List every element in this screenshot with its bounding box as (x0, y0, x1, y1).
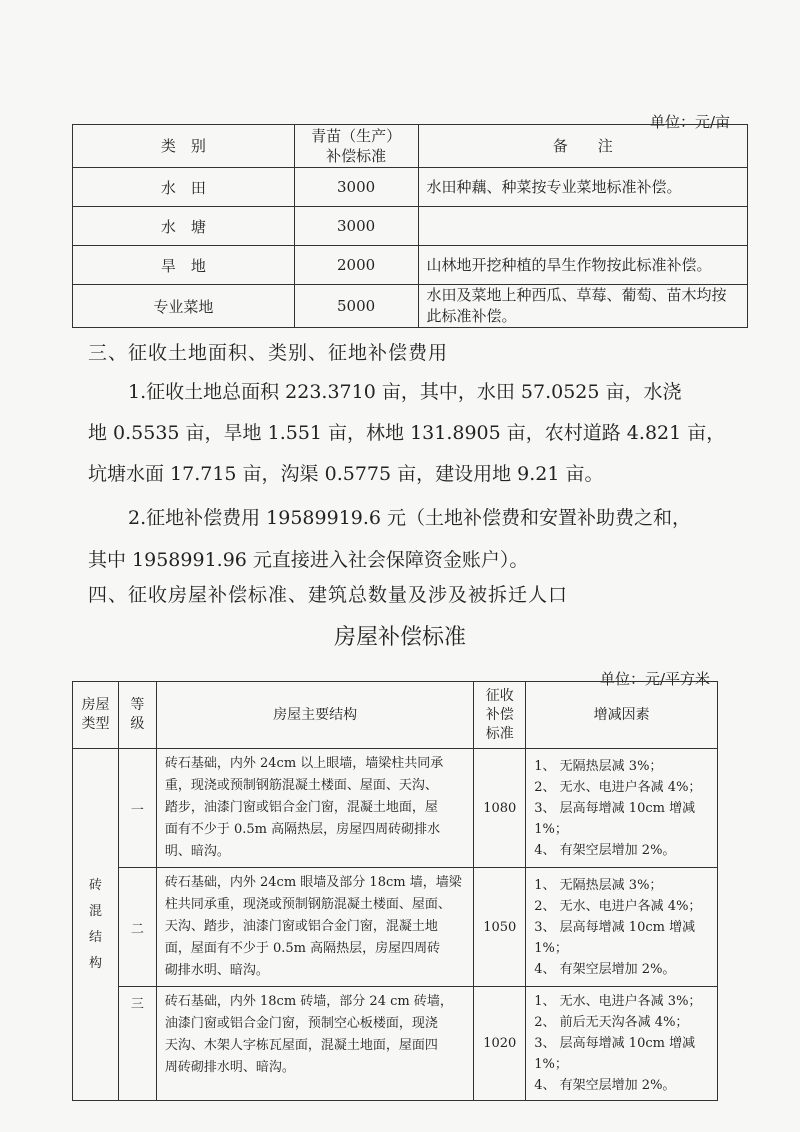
section3-paragraph1-line3: 坑塘水面 17.715 亩，沟渠 0.5775 亩，建设用地 9.21 亩。 (88, 463, 604, 485)
cell-structure (156, 987, 473, 1101)
factor-line: 3、 层高每增减 10cm 增减 1%； (534, 919, 696, 956)
factor-line: 3、 层高每增减 10cm 增减 1%； (534, 1036, 696, 1072)
table-row (73, 207, 748, 246)
header-level (118, 682, 156, 749)
house-compensation-table (72, 681, 718, 1101)
table-row (73, 987, 718, 1101)
header-category: 类 别 (73, 125, 295, 168)
cell-category: 水 塘 (73, 207, 295, 246)
header-line: 类型 (81, 716, 110, 732)
header-structure: 房屋主要结构 (156, 682, 473, 749)
cell-standard: 2000 (294, 246, 418, 285)
cell-level: 三 (118, 987, 156, 1101)
cell-standard: 1020 (474, 987, 526, 1101)
house-table-unit: 单位：元/平方米 (599, 670, 710, 688)
structure-line: 天沟、木架人字栋瓦屋面，混凝土地面，屋面四 (164, 1038, 438, 1053)
table-row (73, 168, 748, 207)
cell-standard: 3000 (294, 168, 418, 207)
header-line: 补偿 (485, 706, 514, 723)
section3-heading: 三、征收土地面积、类别、征地补偿费用 (88, 342, 449, 364)
structure-line: 面有不少于 0.5m 高隔热层，房屋四周砖砌排水 (164, 822, 441, 837)
factor-line: 2、 无水、电进户各减 4%； (534, 898, 702, 914)
table-row (73, 246, 748, 285)
structure-line: 砌排水明、暗沟。 (164, 963, 269, 978)
header-standard (294, 125, 418, 168)
factor-line: 4、 有架空层增加 2%。 (534, 961, 676, 977)
structure-line: 砖石基础，内外 24cm 以上眼墙，墙梁柱共同承 (164, 756, 444, 771)
header-factors: 增减因素 (526, 682, 718, 749)
section3-paragraph1-line2: 地 0.5535 亩，旱地 1.551 亩，林地 131.8905 亩，农村道路 4.821 亩， (88, 422, 726, 444)
cell-house-type (73, 749, 119, 1101)
header-line: 级 (130, 716, 145, 732)
cell-standard: 1080 (474, 749, 526, 868)
header-house-type (73, 682, 119, 749)
cell-structure (156, 868, 473, 987)
table-row (73, 285, 748, 328)
section4-heading: 四、征收房屋补偿标准、建筑总数量及涉及被拆迁人口 (88, 584, 569, 606)
cell-category: 专业菜地 (73, 285, 295, 328)
section3-paragraph2-line2: 其中 1958991.96 元直接进入社会保障资金账户）。 (88, 549, 529, 571)
cell-category: 水 田 (73, 168, 295, 207)
cell-level: 一 (118, 749, 156, 868)
crop-table-unit: 单位：元/亩 (649, 113, 730, 131)
crop-compensation-table (72, 124, 748, 328)
cell-standard: 5000 (294, 285, 418, 328)
factor-line: 1、 无水、电进户各减 3%； (534, 994, 702, 1009)
cell-note: 水田种藕、种菜按专业菜地标准补偿。 (418, 168, 748, 207)
cell-level: 二 (118, 868, 156, 987)
structure-line: 砖石基础，内外 24cm 眼墙及部分 18cm 墙，墙梁 (164, 875, 462, 890)
house-type-text: 砖混结构 (88, 877, 102, 971)
cell-category: 旱 地 (73, 246, 295, 285)
header-standard-line1: 青苗（生产） (311, 127, 402, 145)
header-remarks: 备 注 (418, 125, 748, 168)
factor-line: 1、 无隔热层减 3%； (534, 758, 663, 774)
cell-structure (156, 749, 473, 868)
structure-line: 周砖砌排水明、暗沟。 (164, 1060, 295, 1075)
header-line: 征收 (485, 687, 514, 704)
cell-note-line: 水田及菜地上种西瓜、草莓、葡萄、苗木均按 (426, 286, 727, 304)
house-table-title: 房屋补偿标准 (333, 625, 466, 650)
section3-paragraph1-line1: 1.征收土地总面积 223.3710 亩，其中，水田 57.0525 亩，水浇 (128, 381, 682, 403)
cell-standard: 3000 (294, 207, 418, 246)
table-header-row (73, 125, 748, 168)
structure-line: 柱共同承重，现浇或预制钢筋混凝土楼面、屋面、 (164, 897, 451, 912)
cell-factors (526, 987, 718, 1101)
table-row (73, 749, 718, 868)
header-line: 等 (130, 697, 145, 713)
structure-line: 重，现浇或预制钢筋混凝土楼面、屋面、天沟、 (164, 778, 438, 793)
structure-line: 油漆门窗或铝合金门窗，预制空心板楼面，现浇 (164, 1016, 438, 1031)
factor-line: 4、 有架空层增加 2%。 (534, 1078, 676, 1093)
header-line: 房屋 (81, 697, 110, 713)
cell-factors (526, 868, 718, 987)
table-row (73, 868, 718, 987)
header-line: 标准 (485, 725, 514, 742)
cell-note (418, 285, 748, 328)
factor-line: 2、 前后无天沟各减 4%； (534, 1015, 689, 1030)
factor-line: 1、 无隔热层减 3%； (534, 877, 663, 893)
structure-line: 明、暗沟。 (164, 844, 230, 859)
header-standard-line2: 补偿标准 (326, 147, 387, 165)
table-header-row (73, 682, 718, 749)
structure-line: 砖石基础，内外 18cm 砖墙，部分 24 cm 砖墙， (164, 994, 453, 1009)
cell-note: 山林地开挖种植的旱生作物按此标准补偿。 (418, 246, 748, 285)
cell-note (418, 207, 748, 246)
cell-standard: 1050 (474, 868, 526, 987)
structure-line: 天沟、踏步，油漆门窗或铝合金门窗，混凝土地 (164, 919, 438, 934)
cell-note-line: 此标准补偿。 (426, 307, 517, 325)
factor-line: 2、 无水、电进户各减 4%； (534, 779, 702, 795)
factor-line: 3、 层高每增减 10cm 增减 1%； (534, 800, 696, 837)
structure-line: 面，屋面有不少于 0.5m 高隔热层，房屋四周砖 (164, 941, 441, 956)
structure-line: 踏步，油漆门窗或铝合金门窗，混凝土地面，屋 (164, 800, 438, 815)
header-standard (474, 682, 526, 749)
cell-factors (526, 749, 718, 868)
section3-paragraph2-line1: 2.征地补偿费用 19589919.6 元（土地补偿费和安置补助费之和， (128, 507, 692, 529)
factor-line: 4、 有架空层增加 2%。 (534, 842, 676, 858)
